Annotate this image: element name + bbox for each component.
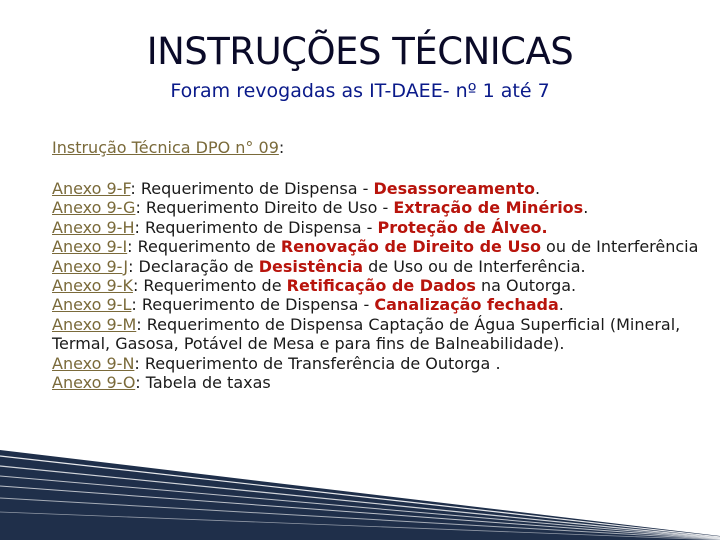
item-highlight: Desistência: [258, 256, 364, 276]
anexo-link[interactable]: Anexo 9-O: [52, 373, 136, 393]
swoosh-dark-band: [0, 450, 720, 540]
anexo-link[interactable]: Anexo 9-N: [52, 353, 135, 373]
item-text: : Tabela de taxas: [135, 373, 271, 393]
item-text: : Requerimento de Dispensa -: [131, 295, 375, 315]
item-highlight: Extração de Minérios: [393, 198, 584, 218]
item-after: .: [535, 179, 541, 198]
item-after: na Outorga.: [475, 276, 577, 296]
item-highlight: Proteção de Álveo.: [377, 217, 548, 237]
item-after: .: [583, 198, 589, 218]
item-highlight: Retificação de Dados: [286, 276, 476, 296]
page-title: INSTRUÇÕES TÉCNICAS: [146, 30, 574, 73]
anexo-link[interactable]: Anexo 9-F: [52, 179, 131, 198]
item-after: ou de Interferência: [540, 237, 699, 257]
item-text: : Requerimento de Transferência de Outorga .: [134, 353, 501, 373]
item-text: : Requerimento de Dispensa -: [130, 179, 374, 198]
anexo-link[interactable]: Anexo 9-J: [52, 256, 129, 276]
list-item: [52, 276, 712, 295]
item-highlight: Desassoreamento: [373, 179, 536, 198]
anexo-link[interactable]: Anexo 9-H: [52, 217, 135, 237]
list-item: [52, 373, 712, 392]
list-item: [52, 295, 712, 314]
list-item: [52, 315, 712, 354]
section-heading: [52, 138, 284, 157]
item-highlight: Renovação de Direito de Uso: [280, 237, 541, 257]
item-after: de Uso ou de Interferência.: [363, 256, 586, 276]
item-highlight: Canalização fechada: [374, 295, 559, 315]
anexo-link[interactable]: Anexo 9-K: [52, 276, 133, 296]
anexo-link[interactable]: Anexo 9-I: [52, 237, 128, 257]
list-item: [52, 257, 712, 276]
anexo-list: [52, 179, 712, 392]
list-item: [52, 179, 712, 198]
item-text: : Requerimento de Dispensa -: [134, 217, 378, 237]
heading-suffix: :: [278, 138, 285, 157]
list-item: [52, 198, 712, 217]
item-text: : Declaração de: [128, 256, 259, 276]
item-text: : Requerimento de: [127, 237, 281, 257]
item-text: : Requerimento de: [132, 276, 287, 296]
list-item: [52, 237, 712, 256]
list-item: [52, 218, 712, 237]
page-subtitle: Foram revogadas as IT-DAEE- nº 1 até 7: [170, 80, 550, 102]
anexo-link[interactable]: Anexo 9-L: [52, 295, 132, 315]
anexo-link[interactable]: Anexo 9-M: [52, 314, 137, 334]
item-after: .: [558, 295, 564, 315]
decorative-footer-swoosh: [0, 450, 720, 540]
heading-link[interactable]: Instrução Técnica DPO n° 09: [52, 138, 279, 157]
anexo-link[interactable]: Anexo 9-G: [52, 198, 136, 218]
item-text: : Requerimento Direito de Uso -: [135, 198, 394, 218]
item-text: : Requerimento de Dispensa Captação de Água Superficial (Mineral, Termal, Gasosa, Potável de Mesa e para fins de Balneabilidade).: [52, 314, 681, 354]
list-item: [52, 354, 712, 373]
